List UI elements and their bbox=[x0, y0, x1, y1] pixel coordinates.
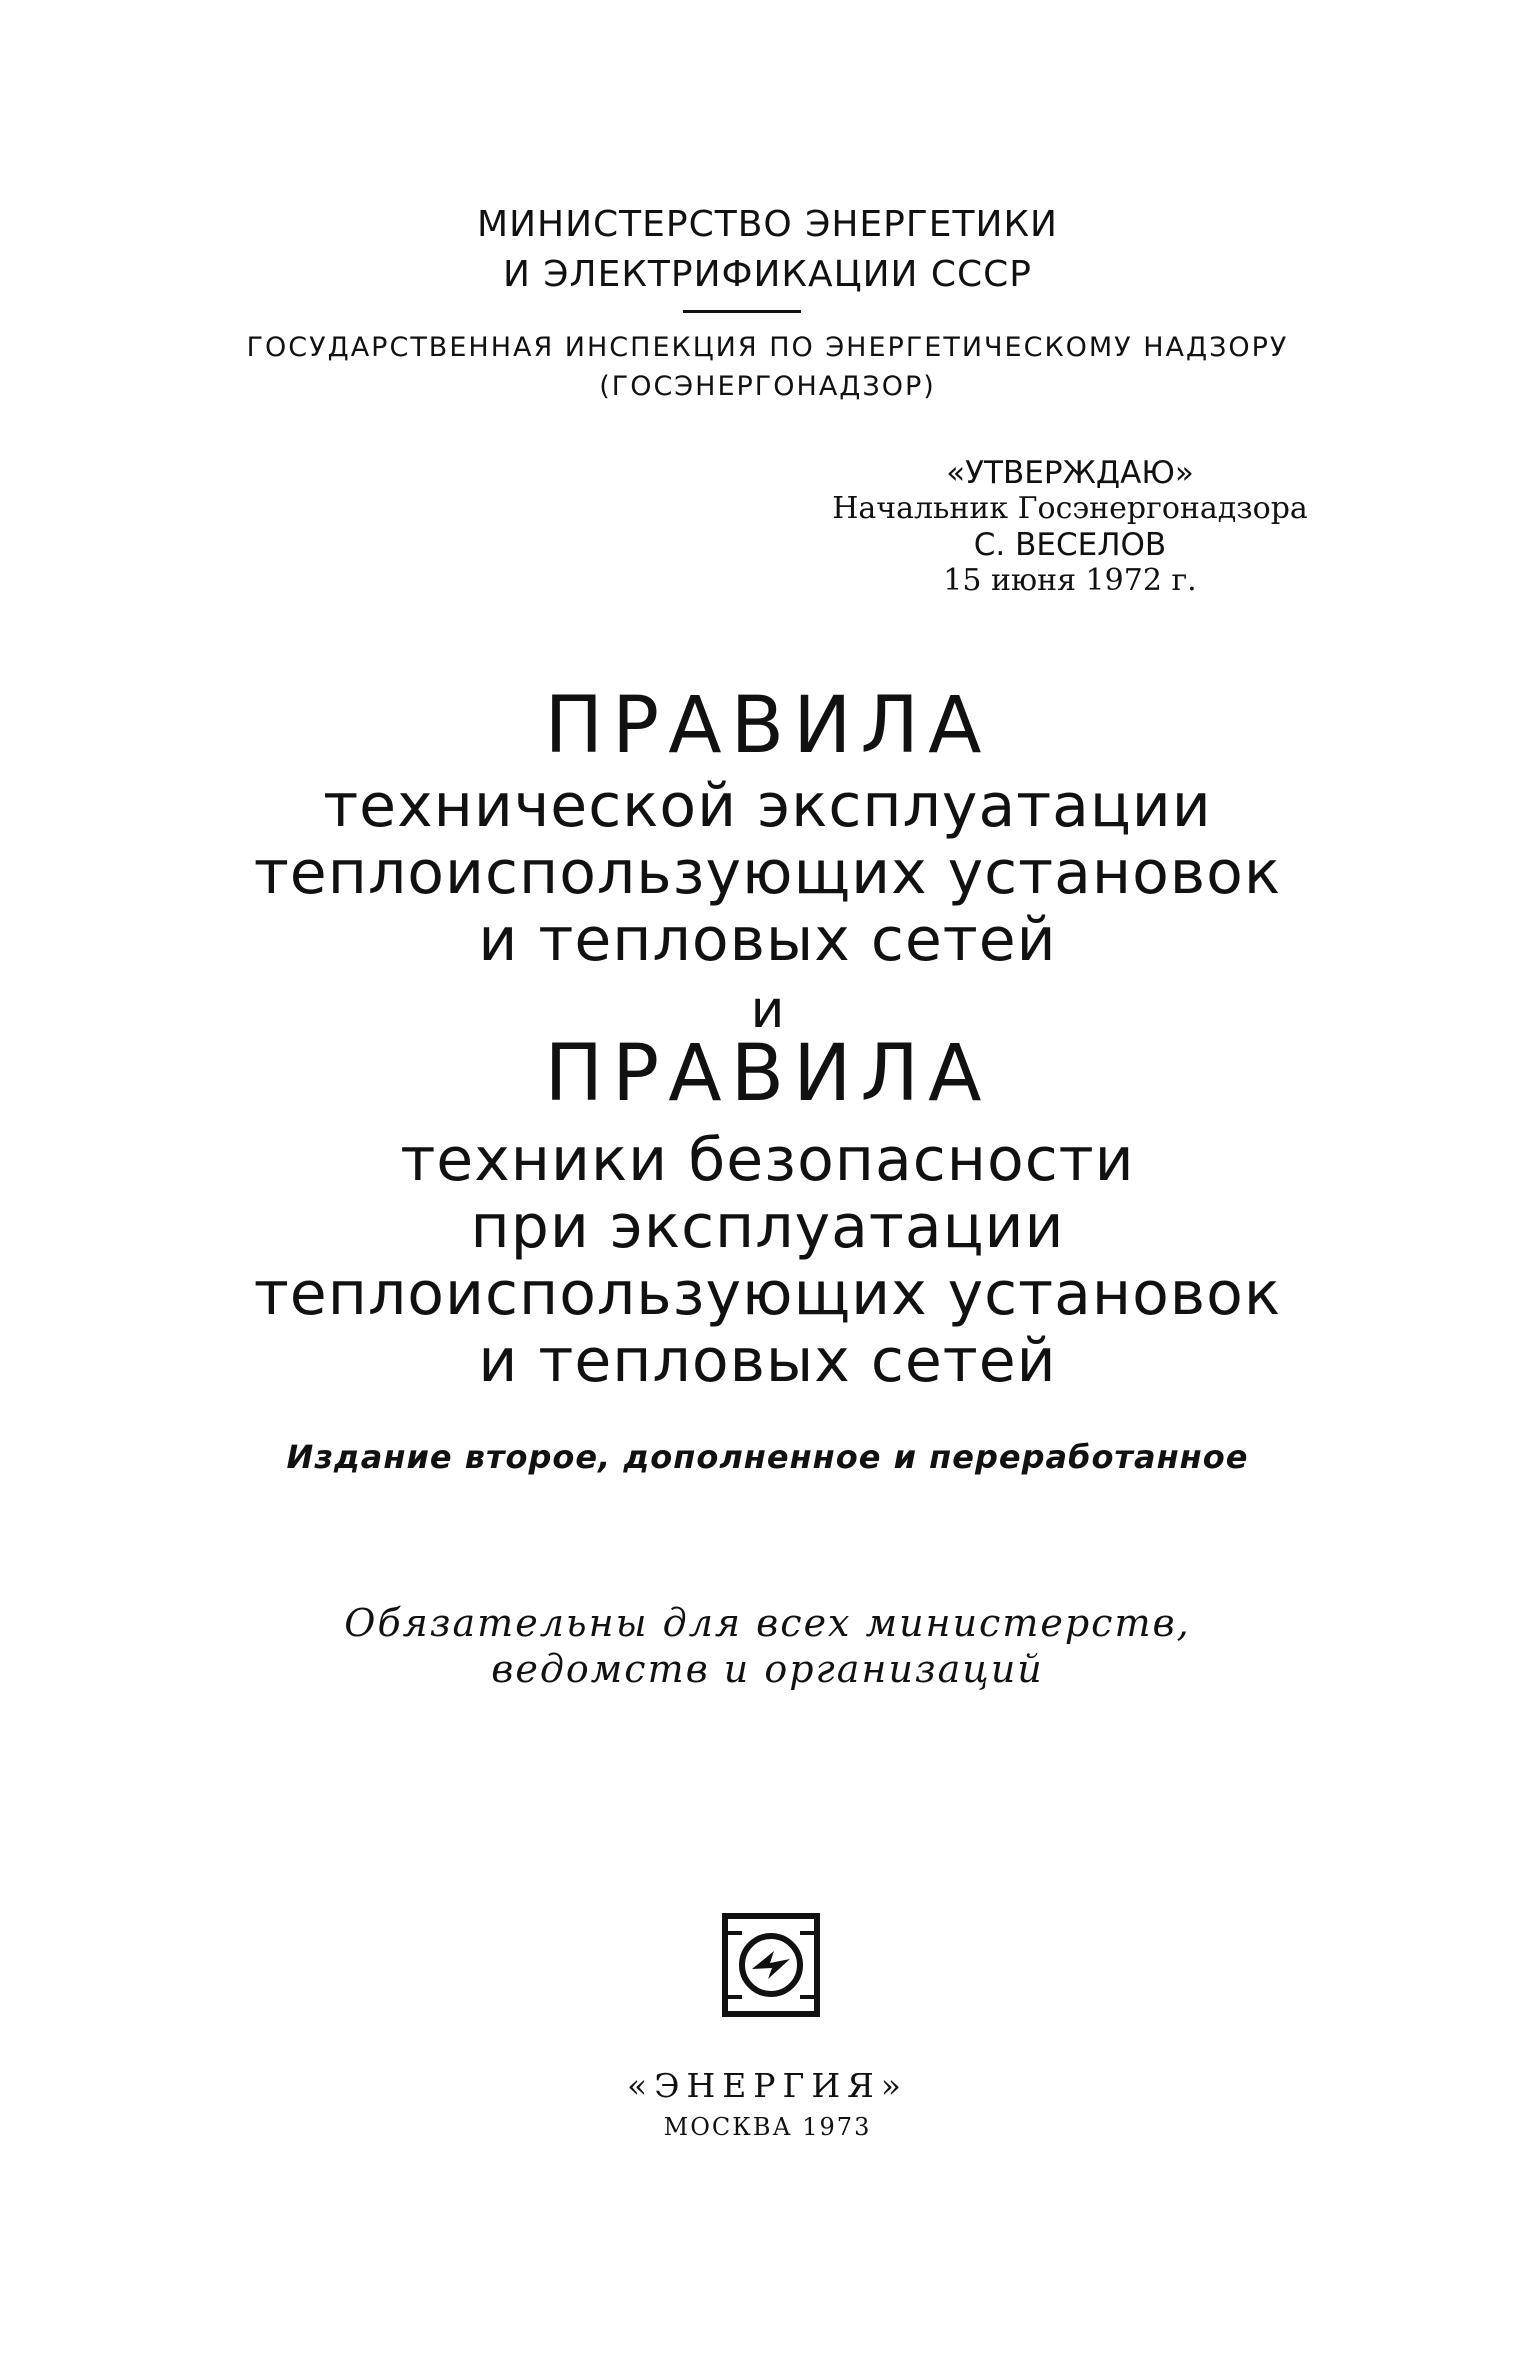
title-line: и тепловых сетей bbox=[478, 1326, 1057, 1396]
approval-block bbox=[820, 455, 1320, 599]
approval-name: С. ВЕСЕЛОВ bbox=[973, 527, 1167, 563]
title-line: теплоиспользующих установок bbox=[253, 1259, 1282, 1329]
publisher-city-year: МОСКВА 1973 bbox=[663, 2113, 872, 2141]
publisher-name: «ЭНЕРГИЯ» bbox=[627, 2066, 908, 2105]
ministry-line-1: МИНИСТЕРСТВО ЭНЕРГЕТИКИ bbox=[477, 204, 1058, 245]
obligation-note bbox=[0, 1600, 1535, 1692]
inspection-name bbox=[0, 328, 1535, 406]
title-line: и тепловых сетей bbox=[478, 905, 1057, 975]
title-line: при эксплуатации bbox=[470, 1192, 1065, 1262]
edition-note: Издание второе, дополненное и переработанное bbox=[286, 1438, 1249, 1476]
energiya-publisher-logo-icon bbox=[722, 1913, 820, 2017]
title-line: теплоиспользующих установок bbox=[253, 838, 1282, 908]
inspection-line-2: (ГОСЭНЕРГОНАДЗОР) bbox=[599, 371, 936, 402]
approval-heading: «УТВЕРЖДАЮ» bbox=[946, 455, 1194, 491]
approval-date: 15 июня 1972 г. bbox=[943, 563, 1197, 598]
title-word-2: ПРАВИЛА bbox=[544, 1029, 991, 1119]
title-line: техники безопасности bbox=[400, 1125, 1135, 1195]
title-word-1: ПРАВИЛА bbox=[544, 681, 991, 771]
ministry-line-2: И ЭЛЕКТРИФИКАЦИИ СССР bbox=[503, 254, 1032, 295]
title-line: технической эксплуатации bbox=[323, 771, 1212, 841]
obligation-line-1: Обязательны для всех министерств, bbox=[344, 1601, 1191, 1645]
divider bbox=[683, 310, 801, 313]
ministry-name bbox=[0, 200, 1535, 300]
approval-position: Начальник Госэнергонадзора bbox=[832, 491, 1308, 526]
title-conjunction: и bbox=[750, 980, 785, 1040]
obligation-line-2: ведомств и организаций bbox=[491, 1647, 1044, 1691]
inspection-line-1: ГОСУДАРСТВЕННАЯ ИНСПЕКЦИЯ ПО ЭНЕРГЕТИЧЕСКОМУ НАДЗОРУ bbox=[246, 332, 1289, 363]
